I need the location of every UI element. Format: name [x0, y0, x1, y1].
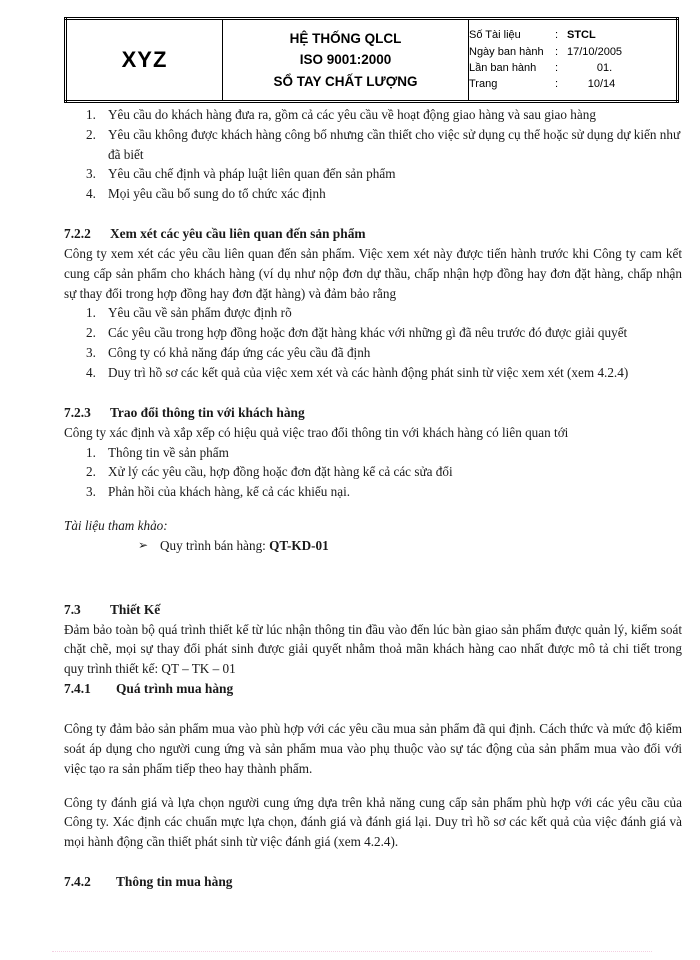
reference-list-item	[64, 536, 682, 556]
meta-label-revision: Lần ban hành	[469, 62, 537, 74]
section-7-2-2-intro: Công ty xem xét các yêu cầu liên quan đến sản phẩm. Việc xem xét này được tiến hành trước khi Công ty cam kết cung cấp sản phẩm cho khách hàng (ví dụ như nộp đơn dự thầu, chấp nhận hợp đồng hay đơn đặt hàng, chấp nhận sự thay đổi trong hợp đồng hay đơn đặt hàng) và đảm bảo rằng	[64, 246, 682, 301]
reference-label: Tài liệu tham khảo:	[64, 517, 168, 533]
list-item: Xử lý các yêu cầu, hợp đồng hoặc đơn đặt hàng kể cả các sửa đổi	[108, 464, 453, 480]
section-title: Xem xét các yêu cầu liên quan đến sản phẩm	[110, 225, 366, 241]
document-meta-cell	[469, 19, 678, 102]
meta-value-issue-date: 17/10/2005	[567, 45, 623, 58]
section-7-3-body: Đảm bảo toàn bộ quá trình thiết kế từ lúc nhận thông tin đầu vào đến lúc bàn giao sản phẩm được quản lý, kiểm soát chặt chẽ, mọi sự thay đổi phát sinh được giải quyết nhằm thoả mãn khách hàng cao nhất được mô tả chi tiết trong quy trình thiết kế: QT – TK – 01	[64, 621, 682, 677]
reference-item-text: Quy trình bán hàng:	[160, 537, 270, 553]
spacer	[64, 204, 682, 224]
bottom-dotted-rule	[52, 951, 652, 952]
list-item: Các yêu cầu trong hợp đồng hoặc đơn đặt hàng khác với những gì đã nêu trước đó được giải quyết	[108, 325, 628, 341]
section-7-2-3-intro: Công ty xác định và xắp xếp có hiệu quả việc trao đổi thông tin với khách hàng có liên quan tới	[64, 424, 569, 440]
meta-label-issue-date: Ngày ban hành	[469, 45, 544, 58]
section-title: Thiết Kế	[110, 601, 161, 617]
section-number: 7.4.2	[64, 873, 91, 889]
list-item: Duy trì hồ sơ các kết quả của việc xem xét và các hành động phát sinh từ việc xem xét (xem 4.2.4)	[108, 364, 629, 380]
section-heading-7-2-2	[64, 224, 682, 244]
section-number: 7.2.2	[64, 225, 91, 241]
section-number: 7.2.3	[64, 404, 91, 420]
document-body	[64, 105, 682, 892]
list-item: Yêu cầu chế định và pháp luật liên quan đến sản phẩm	[108, 166, 396, 182]
spacer	[64, 586, 682, 600]
document-title-line-3: SỔ TAY CHẤT LƯỢNG	[273, 73, 418, 89]
meta-table	[469, 27, 676, 92]
meta-label-page: Trang	[469, 78, 498, 91]
meta-colon-2: :	[555, 62, 559, 74]
meta-value-doc-number: STCL	[567, 29, 596, 42]
list-item: Phản hồi của khách hàng, kể cả các khiếu nại.	[108, 484, 351, 500]
section-heading-7-3	[64, 600, 682, 620]
list-item: Yêu cầu về sản phẩm được định rõ	[108, 305, 292, 321]
company-logo-cell	[66, 19, 223, 102]
meta-value-revision: 01.	[596, 62, 613, 74]
reference-item-code: QT-KD-01	[269, 537, 329, 553]
section-number: 7.4.1	[64, 681, 91, 697]
section-title: Trao đổi thông tin với khách hàng	[110, 404, 305, 420]
section-7-4-1-paragraph-1: Công ty đảm bảo sản phẩm mua vào phù hợp với các yêu cầu mua sản phẩm đã qui định. Cách thức và mức độ kiểm soát áp dụng cho người cung ứng và sản phẩm mua vào phụ thuộc vào sự tác động của sản phẩm mua vào đối với việc tạo ra sản phẩm tiếp theo hay thành phẩm.	[64, 721, 682, 776]
document-title-line-2: ISO 9001:2000	[299, 52, 392, 68]
meta-row-issue-date	[469, 44, 676, 60]
spacer	[64, 779, 682, 793]
meta-row-revision	[469, 60, 676, 76]
list-item: Công ty có khả năng đáp ứng các yêu cầu đã định	[108, 345, 371, 361]
meta-colon-0: :	[555, 29, 559, 42]
meta-colon-1: :	[555, 45, 559, 58]
spacer	[64, 383, 682, 403]
section-title: Thông tin mua hàng	[116, 873, 233, 889]
section-heading-7-2-3	[64, 403, 682, 423]
section-7-4-1-paragraph-2: Công ty đánh giá và lựa chọn người cung ứng dựa trên khả năng cung cấp sản phẩm phù hợp với các yêu cầu của Công ty. Xác định các chuẩn mực lựa chọn, đánh giá và đánh giá lại. Duy trì hồ sơ các kết quả của việc đánh giá và mọi hành động cần thiết phát sinh từ việc đánh giá (xem 4.2.4).	[64, 794, 682, 850]
meta-row-page	[469, 76, 676, 92]
meta-label-doc-number: Số Tài liệu	[469, 29, 521, 42]
section-7-2-2-list	[64, 303, 682, 382]
company-logo-text: XYZ	[121, 47, 168, 72]
section-7-2-3-list	[64, 443, 682, 502]
spacer	[64, 852, 682, 872]
section-heading-7-4-1	[64, 679, 682, 699]
reference-list	[64, 536, 682, 556]
section-heading-7-4-2	[64, 872, 682, 892]
spacer	[64, 502, 682, 516]
section-number: 7.3	[64, 601, 81, 617]
list-item: Yêu cầu do khách hàng đưa ra, gồm cả các yêu cầu về hoạt động giao hàng và sau giao hàng	[108, 107, 596, 122]
document-header-table	[64, 17, 679, 103]
meta-colon-3: :	[555, 78, 559, 91]
meta-value-page: 10/14	[587, 78, 616, 91]
top-requirements-list	[64, 105, 682, 204]
list-item: Yêu cầu không được khách hàng công bố nhưng cần thiết cho việc sử dụng cụ thể hoặc sử dụng dự kiến như đã biết	[108, 126, 681, 162]
list-item: Thông tin về sản phẩm	[108, 444, 229, 460]
section-title: Quá trình mua hàng	[116, 681, 234, 697]
list-item: Mọi yêu cầu bổ sung do tổ chức xác định	[108, 186, 326, 202]
document-title-line-1: HỆ THỐNG QLCL	[289, 31, 402, 46]
spacer	[64, 556, 682, 586]
header-row	[66, 19, 678, 102]
spacer	[64, 699, 682, 719]
document-title-cell	[223, 19, 469, 102]
meta-row-doc-number	[469, 27, 676, 43]
